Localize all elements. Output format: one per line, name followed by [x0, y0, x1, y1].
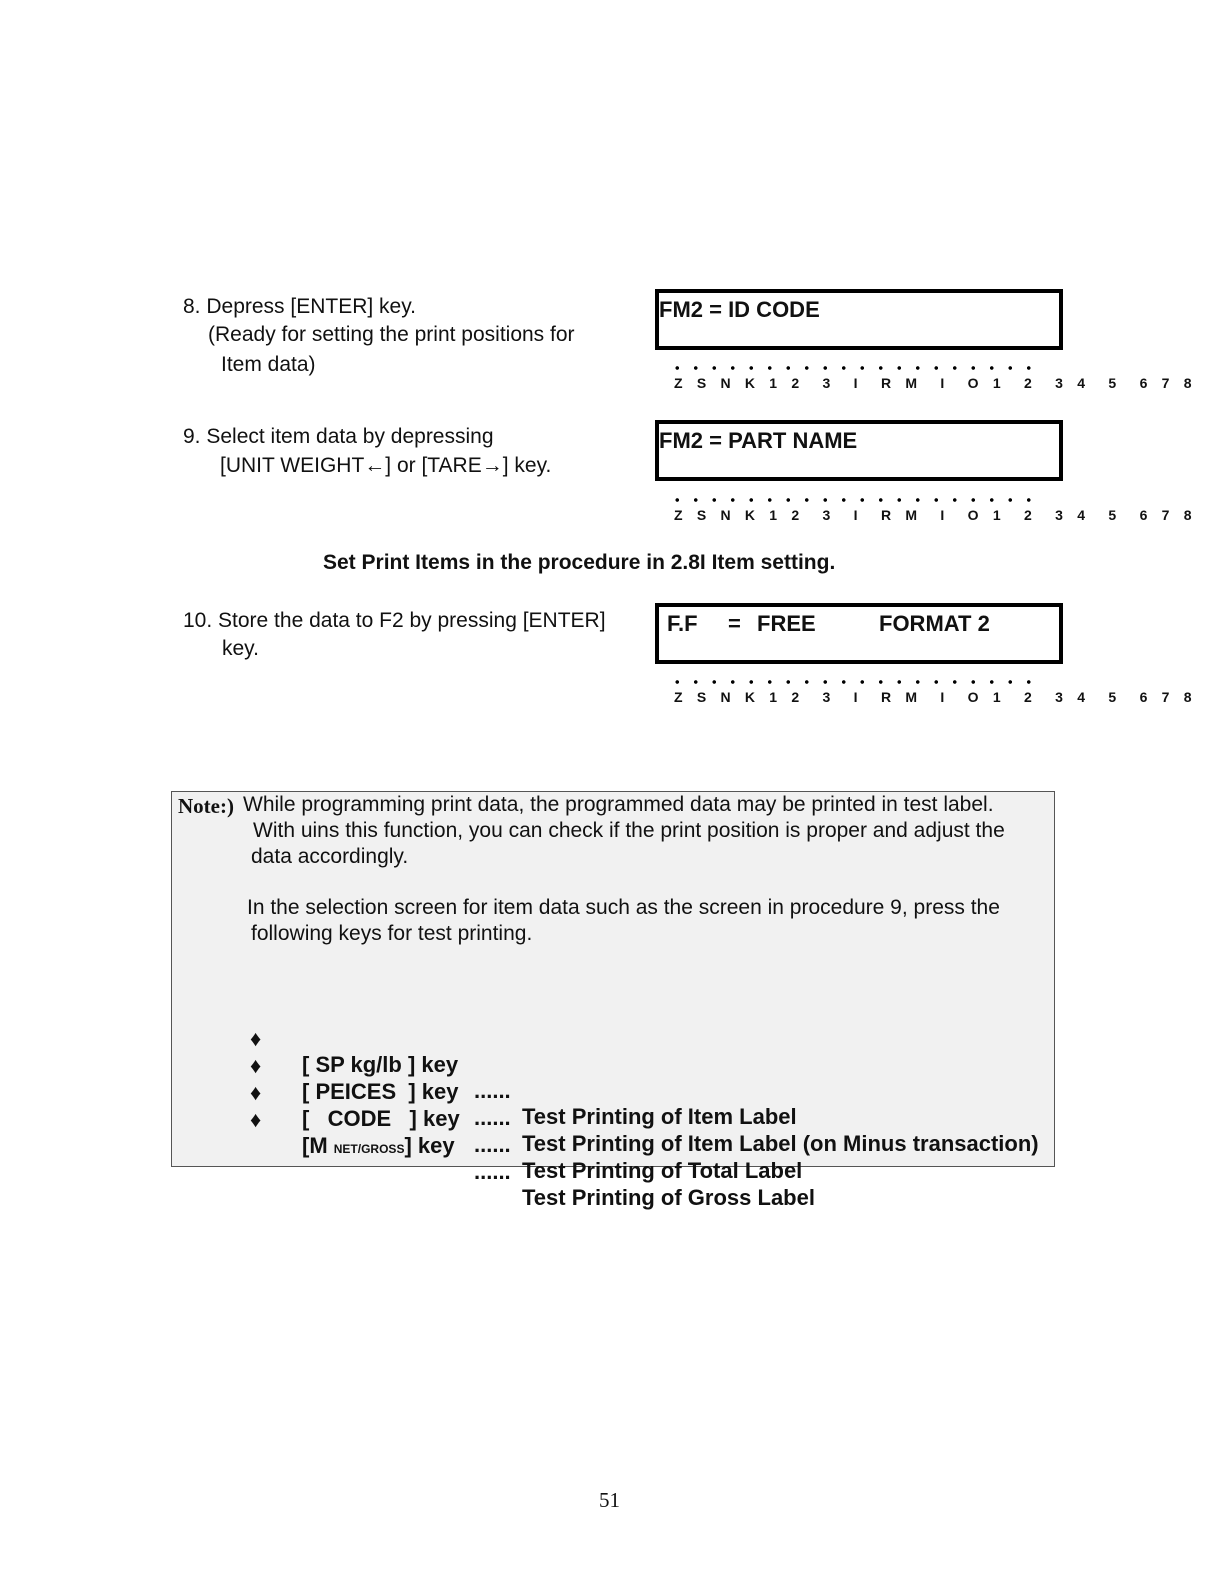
bullet-icon: ♦ [250, 1080, 262, 1105]
note-para1-line-3: data accordingly. [251, 845, 409, 868]
display-equals: = [728, 611, 741, 636]
display-ff: F.F [667, 611, 698, 636]
step-10-line-2: key. [222, 637, 259, 660]
instruction-text: Set Print Items in the procedure in 2.8I Item setting. [323, 551, 836, 574]
indicator-row-1 [668, 364, 1197, 398]
separator: ...... [474, 1078, 511, 1103]
step-9 [183, 423, 551, 480]
indicator-dots [668, 364, 1040, 372]
key-name: [ CODE ] key [302, 1106, 460, 1131]
indicator-dots [668, 496, 1040, 504]
indicator-labels: Z S N K 1 2 3 I R M I O 1 2 3 4 5 6 7 8 [674, 507, 1197, 523]
indicator-row-3 [668, 678, 1197, 712]
display-free-format [655, 603, 1063, 664]
separator: ...... [474, 1105, 511, 1130]
step-8-line-1: 8. Depress [ENTER] key. [183, 295, 417, 318]
step-9-line-1: 9. Select item data by depressing [183, 425, 494, 448]
bullet-icon: ♦ [250, 1053, 262, 1078]
key-prefix: [M [302, 1133, 334, 1158]
bullet-icon: ♦ [250, 1107, 262, 1132]
key-name: [ PEICES ] key [302, 1079, 459, 1104]
display-id-code [655, 289, 1063, 350]
display-format: FORMAT 2 [879, 611, 990, 636]
bullet-icon: ♦ [250, 1026, 262, 1051]
indicator-dots [668, 678, 1040, 686]
key-description: Test Printing of Item Label (on Minus transaction) [522, 1131, 1039, 1156]
key-description: Test Printing of Gross Label [522, 1185, 815, 1210]
indicator-row-2 [668, 496, 1197, 530]
note-para2-line-2: following keys for test printing. [251, 922, 533, 945]
step-9-line-2: [UNIT WEIGHT←] or [TARE→] key. [220, 454, 552, 477]
page-number: 51 [599, 1488, 620, 1512]
separator: ...... [474, 1132, 511, 1157]
separator: ...... [474, 1159, 511, 1184]
note-para1-line-1: While programming print data, the programmed data may be printed in test label. [243, 793, 994, 816]
display-text: FM2 = PART NAME [659, 428, 858, 453]
key-description: Test Printing of Total Label [522, 1158, 803, 1183]
step-10 [183, 607, 606, 663]
key-suffix: ] key [404, 1133, 455, 1158]
step-8 [183, 293, 575, 379]
note-label: Note:) [178, 794, 234, 818]
step-10-line-1: 10. Store the data to F2 by pressing [ENTER] [183, 609, 606, 632]
step-8-line-3: Item data) [221, 353, 316, 376]
indicator-labels: Z S N K 1 2 3 I R M I O 1 2 3 4 5 6 7 8 [674, 375, 1197, 391]
display-free: FREE [757, 611, 816, 636]
key-name [302, 1133, 455, 1159]
note-box [171, 791, 1055, 1210]
key-small: NET/GROSS [333, 1142, 405, 1156]
note-para1-line-2: With uins this function, you can check if the print position is proper and adjust the [253, 819, 1005, 842]
key-description: Test Printing of Item Label [522, 1104, 797, 1129]
display-text: FM2 = ID CODE [659, 297, 820, 322]
indicator-labels: Z S N K 1 2 3 I R M I O 1 2 3 4 5 6 7 8 [674, 689, 1197, 705]
note-para2-line-1: In the selection screen for item data such as the screen in procedure 9, press the [247, 896, 1000, 919]
step-8-line-2: (Ready for setting the print positions for [208, 323, 575, 346]
key-name: [ SP kg/lb ] key [302, 1052, 459, 1077]
display-part-name [655, 420, 1063, 481]
